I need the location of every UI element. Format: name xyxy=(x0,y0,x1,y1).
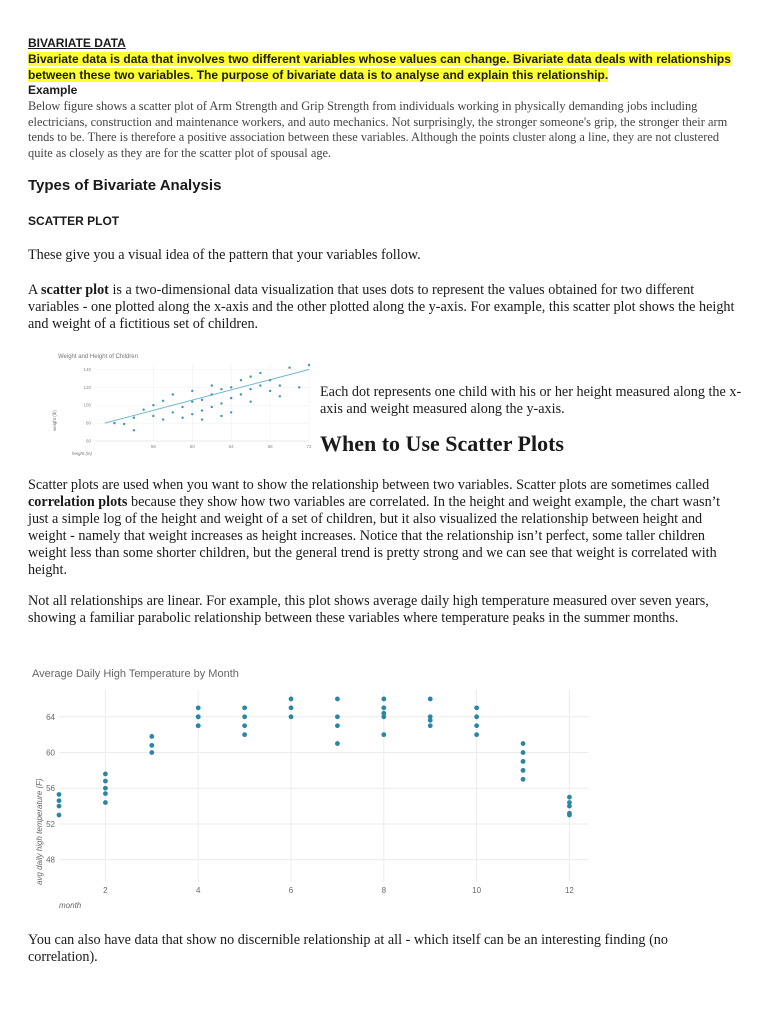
data-point xyxy=(269,390,271,392)
data-point xyxy=(242,732,247,737)
data-point xyxy=(230,397,232,399)
data-point xyxy=(191,390,193,392)
data-point xyxy=(567,800,572,805)
data-point xyxy=(335,714,340,719)
data-point xyxy=(220,415,222,417)
paragraph-each-dot: Each dot represents one child with his or her height measured along the x-axis and weight measured along the y-axis. xyxy=(320,384,742,417)
data-point xyxy=(242,714,247,719)
data-point xyxy=(381,711,386,716)
x-axis-label: month xyxy=(59,901,82,910)
data-point xyxy=(103,786,108,791)
data-point xyxy=(474,723,479,728)
data-point xyxy=(521,741,526,746)
paragraph-nonlinear: Not all relationships are linear. For example, this plot shows average daily high temperature measured over seven years, showing a familiar parabolic relationship between these variables where temperature peaks in the summer months. xyxy=(28,593,709,626)
data-point xyxy=(149,750,154,755)
data-point xyxy=(289,714,294,719)
data-point xyxy=(191,400,193,402)
paragraph-visual-idea: These give you a visual idea of the pattern that your variables follow. xyxy=(28,247,421,263)
data-point xyxy=(279,384,281,386)
data-point xyxy=(220,388,222,390)
chart-title: Average Daily High Temperature by Month xyxy=(32,668,239,680)
data-point xyxy=(242,705,247,710)
x-tick-label: 64 xyxy=(228,444,234,449)
text-run: because they show how two variables are correlated. In the height and weight example, the chart wasn’t just a simple log of the height and weight of a set of children, but it also visualized the relationship between height and weight - namely that weight increases as height increases. Notice that the relationship isn’t perfect, some taller children weight less than some shorter children, but the general trend is pretty strong and we can see that weight is correlated with height. xyxy=(28,494,721,578)
data-point xyxy=(289,705,294,710)
data-point xyxy=(211,384,213,386)
y-tick-label: 48 xyxy=(46,855,55,865)
data-point xyxy=(57,798,62,803)
y-tick-label: 60 xyxy=(85,438,91,444)
data-point xyxy=(220,402,222,404)
x-tick-label: 72 xyxy=(306,444,312,449)
data-point xyxy=(474,732,479,737)
data-point xyxy=(211,406,213,408)
data-point xyxy=(428,723,433,728)
data-point xyxy=(381,697,386,702)
data-point xyxy=(381,732,386,737)
data-point xyxy=(240,379,242,381)
data-point xyxy=(279,395,281,397)
data-point xyxy=(298,386,300,388)
height-weight-chart xyxy=(50,345,315,460)
data-point xyxy=(269,379,271,381)
data-point xyxy=(181,417,183,419)
data-point xyxy=(196,714,201,719)
data-point xyxy=(57,804,62,809)
data-point xyxy=(567,795,572,800)
data-point xyxy=(57,813,62,818)
data-point xyxy=(142,409,144,411)
data-point xyxy=(474,714,479,719)
chart-ticks xyxy=(46,713,574,895)
data-point xyxy=(149,743,154,748)
data-point xyxy=(133,417,135,419)
chart-gridlines xyxy=(59,690,588,882)
data-point xyxy=(259,372,261,374)
data-point xyxy=(196,705,201,710)
x-tick-label: 4 xyxy=(195,886,201,895)
section-heading-bivariate: BIVARIATE DATA xyxy=(28,36,126,50)
x-tick-label: 6 xyxy=(288,886,294,895)
data-point xyxy=(428,714,433,719)
data-point xyxy=(335,741,340,746)
data-point xyxy=(474,705,479,710)
paragraph-correlation-plots xyxy=(28,477,744,579)
data-point xyxy=(249,400,251,402)
highlight-text: Bivariate data is data that involves two different variables whose values can change. Bivariate data deals with relationships between these two variables. The purpose of bivariate data is to analyse and explain this relationship. xyxy=(28,52,731,82)
data-point xyxy=(308,364,310,366)
paragraph-scatter-definition xyxy=(28,282,740,333)
data-point xyxy=(162,418,164,420)
y-tick-label: 52 xyxy=(46,819,55,829)
highlighted-definition xyxy=(28,51,742,83)
x-tick-label: 10 xyxy=(472,886,482,895)
data-point xyxy=(172,393,174,395)
data-point xyxy=(133,429,135,431)
trend-line xyxy=(105,369,309,423)
y-tick-label: 64 xyxy=(46,712,55,722)
data-point xyxy=(196,723,201,728)
data-point xyxy=(521,777,526,782)
data-point xyxy=(149,734,154,739)
data-point xyxy=(521,768,526,773)
data-point xyxy=(162,400,164,402)
data-point xyxy=(201,409,203,411)
data-point xyxy=(242,723,247,728)
example-paragraph: Below figure shows a scatter plot of Arm Strength and Grip Strength from individuals working in physically demanding jobs including electricians, construction and maintenance workers, and auto mechanics. Not surprisingly, the stronger someone's grip, the stronger their arm tends to be. There is therefore a positive association between these variables. Although the points cluster along a line, they are not clustered quite as closely as they are for the scatter plot of spousal age. xyxy=(28,99,728,160)
x-tick-label: 56 xyxy=(150,444,156,449)
data-point xyxy=(230,386,232,388)
data-point xyxy=(181,406,183,408)
scatter-plot-heading: SCATTER PLOT xyxy=(28,214,120,228)
data-point xyxy=(152,415,154,417)
bold-term-scatter-plot: scatter plot xyxy=(41,282,109,298)
data-point xyxy=(103,800,108,805)
paragraph-no-relationship: You can also have data that show no discernible relationship at all - which itself can be an interesting finding (no correlation). xyxy=(28,932,668,965)
data-point xyxy=(230,411,232,413)
y-tick-label: 120 xyxy=(83,384,91,390)
x-axis-label: height (in) xyxy=(72,451,93,456)
x-tick-label: 60 xyxy=(189,444,195,449)
when-to-use-heading: When to Use Scatter Plots xyxy=(320,431,564,456)
y-tick-label: 80 xyxy=(85,420,91,426)
data-point xyxy=(240,393,242,395)
data-point xyxy=(211,393,213,395)
example-label: Example xyxy=(28,83,78,97)
data-point xyxy=(335,697,340,702)
text-run: Scatter plots are used when you want to show the relationship between two variables. Scatter plots are sometimes called xyxy=(28,477,710,493)
data-point xyxy=(521,759,526,764)
data-point xyxy=(201,399,203,401)
data-point xyxy=(567,811,572,816)
data-point xyxy=(381,705,386,710)
data-point xyxy=(152,404,154,406)
data-point xyxy=(113,422,115,424)
data-point xyxy=(259,384,261,386)
x-tick-label: 12 xyxy=(564,886,574,895)
types-heading: Types of Bivariate Analysis xyxy=(28,177,222,194)
y-tick-label: 60 xyxy=(46,748,55,758)
text-run: is a two-dimensional data visualization that uses dots to represent the values obtained for two different variables - one plotted along the x-axis and the other plotted along the y-axis. For example, this scatter plot shows the height and weight of a fictitious set of children. xyxy=(28,282,735,332)
data-point xyxy=(123,423,125,425)
chart-title: Weight and Height of Children xyxy=(58,354,138,360)
data-point xyxy=(428,697,433,702)
y-tick-label: 100 xyxy=(83,402,91,408)
data-point xyxy=(103,779,108,784)
chart-gridlines xyxy=(95,365,309,441)
x-tick-label: 2 xyxy=(103,886,108,895)
data-point xyxy=(289,697,294,702)
y-tick-label: 140 xyxy=(83,366,91,372)
data-point xyxy=(103,791,108,796)
y-axis-label: avg daily high temperature (F) xyxy=(35,778,44,885)
data-point xyxy=(103,772,108,777)
data-point xyxy=(335,723,340,728)
chart-points xyxy=(57,697,572,818)
data-point xyxy=(57,792,62,797)
bold-term-correlation-plots: correlation plots xyxy=(28,494,128,510)
y-axis-label: weight (lb) xyxy=(52,410,57,431)
data-point xyxy=(201,418,203,420)
data-point xyxy=(521,750,526,755)
text-run: A xyxy=(28,282,42,298)
data-point xyxy=(191,413,193,415)
data-point xyxy=(288,366,290,368)
data-point xyxy=(249,375,251,377)
chart-points xyxy=(113,364,310,432)
x-tick-label: 8 xyxy=(381,886,387,895)
y-tick-label: 56 xyxy=(46,784,55,794)
chart-ticks xyxy=(83,367,312,449)
data-point xyxy=(249,388,251,390)
data-point xyxy=(172,411,174,413)
temperature-chart xyxy=(28,660,598,915)
x-tick-label: 68 xyxy=(267,444,273,449)
